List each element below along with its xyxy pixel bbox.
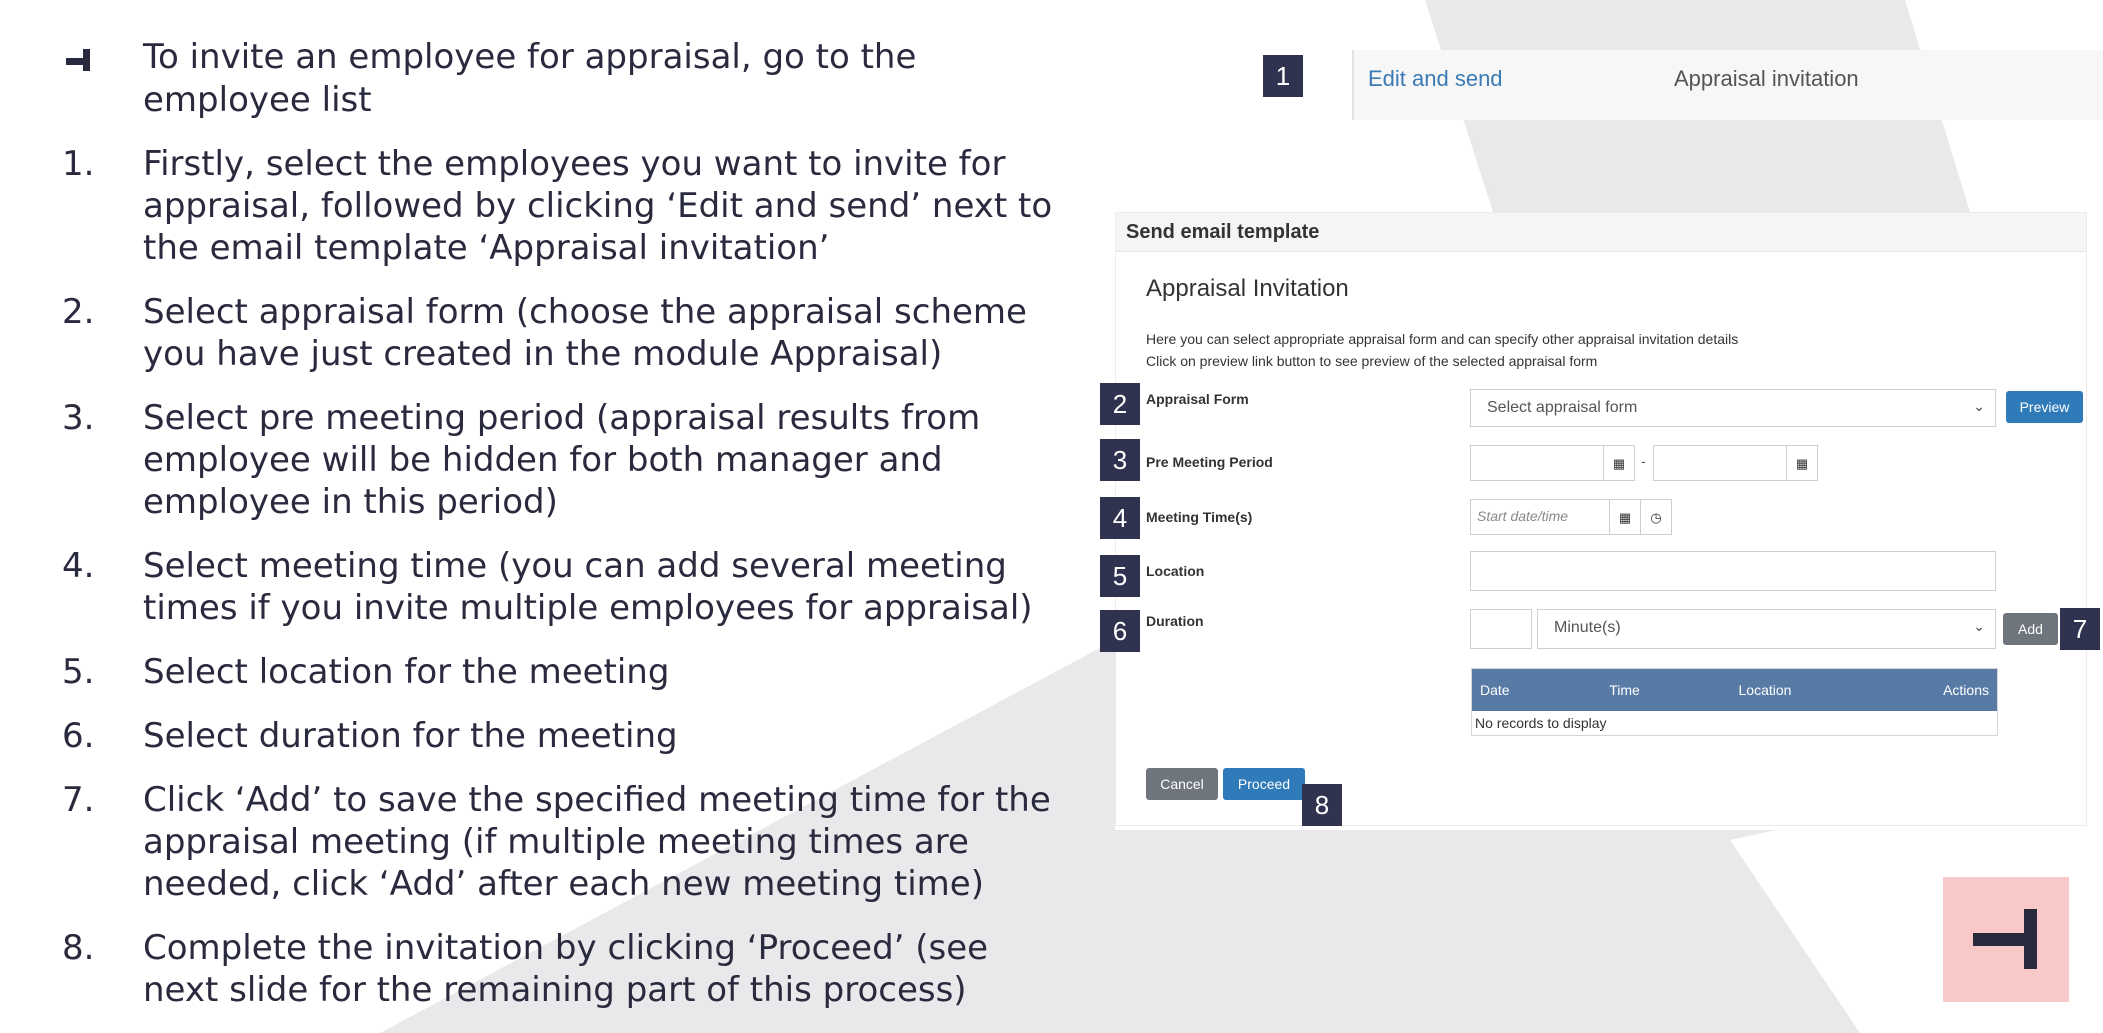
- badge-5: 5: [1100, 555, 1140, 597]
- step-number: 7.: [62, 780, 95, 820]
- cancel-button[interactable]: Cancel: [1146, 768, 1218, 800]
- location-label: Location: [1146, 563, 1205, 579]
- appraisal-form-select[interactable]: [1470, 389, 1996, 427]
- pre-period-start-input[interactable]: [1470, 445, 1604, 481]
- step-item: [62, 545, 1072, 629]
- add-button[interactable]: Add: [2003, 613, 2058, 645]
- table-empty-message: No records to display: [1475, 715, 1607, 731]
- calendar-icon[interactable]: ▦: [1609, 499, 1641, 535]
- duration-input[interactable]: [1470, 609, 1532, 649]
- step-text: Click ‘Add’ to save the specified meeting time for the appraisal meeting (if multiple meeting times are needed, click ‘Add’ after each new meeting time): [143, 780, 1051, 904]
- table-header: [1472, 669, 1997, 711]
- step-number: 8.: [62, 928, 95, 968]
- period-separator: -: [1641, 453, 1646, 469]
- brand-logo-icon: [1943, 877, 2069, 1002]
- step-text: Select meeting time (you can add several meeting times if you invite multiple employees for appraisal): [143, 546, 1033, 628]
- badge-4: 4: [1100, 497, 1140, 539]
- step-item: [62, 651, 1072, 693]
- step-item: [62, 143, 1072, 269]
- column-actions: Actions: [1943, 682, 1989, 698]
- chevron-down-icon: ⌄: [1973, 618, 1985, 634]
- meeting-start-datetime-input[interactable]: [1470, 499, 1610, 535]
- appraisal-form-select-value: Select appraisal form: [1487, 399, 1638, 416]
- step-item: [62, 291, 1072, 375]
- location-input[interactable]: [1470, 551, 1996, 591]
- send-email-template-panel: [1115, 212, 2087, 826]
- template-list-snippet: [1352, 50, 2103, 120]
- step-item: [62, 715, 1072, 757]
- step-text: Select duration for the meeting: [143, 716, 678, 756]
- form-description-line-1: Here you can select appropriate appraisal form and can specify other appraisal invitation details: [1146, 331, 1739, 347]
- appraisal-form-label: Appraisal Form: [1146, 391, 1249, 407]
- step-number: 5.: [62, 652, 95, 692]
- duration-label: Duration: [1146, 613, 1204, 629]
- step-item: [62, 927, 1072, 1011]
- intro-text: To invite an employee for appraisal, go to the employee list: [143, 37, 917, 120]
- clock-icon[interactable]: ◷: [1640, 499, 1672, 535]
- duration-unit-select[interactable]: [1537, 609, 1996, 649]
- proceed-button[interactable]: Proceed: [1223, 768, 1305, 800]
- badge-8: 8: [1302, 784, 1342, 826]
- form-description-line-2: Click on preview link button to see preview of the selected appraisal form: [1146, 353, 1598, 369]
- step-number: 6.: [62, 716, 95, 756]
- badge-1: 1: [1263, 55, 1303, 97]
- calendar-icon[interactable]: ▦: [1603, 445, 1635, 481]
- column-date: Date: [1480, 682, 1510, 698]
- badge-7: 7: [2060, 608, 2100, 650]
- template-name: Appraisal invitation: [1674, 66, 1859, 91]
- meeting-times-table: [1471, 668, 1998, 736]
- panel-header-title: Send email template: [1126, 221, 1320, 243]
- step-number: 4.: [62, 546, 95, 586]
- start-datetime-placeholder: Start date/time: [1477, 508, 1569, 524]
- duration-unit-value: Minute(s): [1554, 619, 1621, 636]
- chevron-down-icon: ⌄: [1973, 398, 1985, 414]
- badge-3: 3: [1100, 439, 1140, 481]
- preview-button[interactable]: Preview: [2006, 391, 2083, 423]
- steps-list: [62, 143, 1072, 1033]
- step-text: Firstly, select the employees you want to invite for appraisal, followed by clicking ‘Edit and send’ next to the email template ‘Appraisal invitation’: [143, 144, 1053, 268]
- bullet-logo-icon: [62, 46, 92, 76]
- step-item: [62, 397, 1072, 523]
- column-location: Location: [1738, 682, 1792, 698]
- step-text: Select pre meeting period (appraisal results from employee will be hidden for both manager and employee in this period): [143, 398, 981, 522]
- step-text: Select location for the meeting: [143, 652, 670, 692]
- step-number: 3.: [62, 398, 95, 438]
- badge-6: 6: [1100, 610, 1140, 652]
- panel-header: [1116, 213, 2086, 252]
- step-text: Complete the invitation by clicking ‘Proceed’ (see next slide for the remaining part of this process): [143, 928, 989, 1010]
- step-text: Select appraisal form (choose the appraisal scheme you have just created in the module Appraisal): [143, 292, 1027, 374]
- pre-meeting-period-label: Pre Meeting Period: [1146, 454, 1273, 470]
- step-number: 1.: [62, 144, 95, 184]
- calendar-icon[interactable]: ▦: [1786, 445, 1818, 481]
- form-title: Appraisal Invitation: [1146, 275, 1349, 302]
- badge-2: 2: [1100, 383, 1140, 425]
- column-time: Time: [1609, 682, 1640, 698]
- pre-period-end-input[interactable]: [1653, 445, 1787, 481]
- meeting-times-label: Meeting Time(s): [1146, 509, 1253, 525]
- step-number: 2.: [62, 292, 95, 332]
- step-item: [62, 779, 1072, 905]
- edit-and-send-link[interactable]: Edit and send: [1368, 66, 1503, 91]
